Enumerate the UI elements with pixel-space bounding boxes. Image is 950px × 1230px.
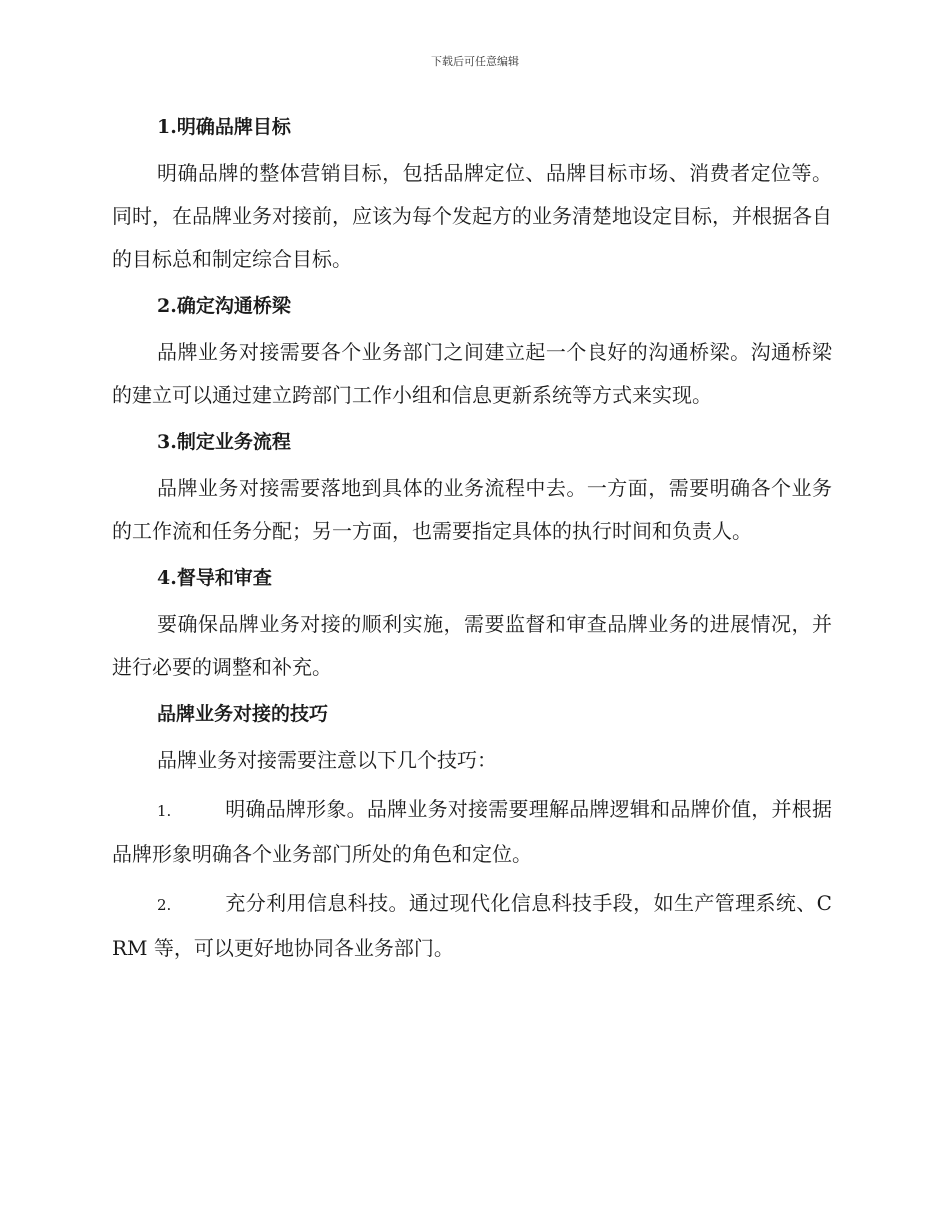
section-heading-3: 3.制定业务流程 [157,431,291,453]
section-heading-4: 4.督导和审查 [157,567,272,589]
list-item [112,788,832,876]
page-header: 下载后可任意编辑 [431,55,519,68]
list-item-number: 1. [157,802,172,820]
list-item [112,882,832,970]
section-heading-1: 1.明确品牌目标 [157,116,291,138]
section-paragraph-1: 明确品牌的整体营销目标，包括品牌定位、品牌目标市场、消费者定位等。同时，在品牌业务对接前，应该为每个发起方的业务清楚地设定目标，并根据各自的目标总和制定综合目标。 [112,161,832,271]
section-paragraph-3: 品牌业务对接需要落地到具体的业务流程中去。一方面，需要明确各个业务的工作流和任务分配；另一方面，也需要指定具体的执行时间和负责人。 [112,476,832,543]
list-item-number: 2. [157,896,172,914]
list-item-text: 明确品牌形象。品牌业务对接需要理解品牌逻辑和品牌价值，并根据品牌形象明确各个业务部门所处的角色和定位。 [112,797,832,866]
section-paragraph-4: 要确保品牌业务对接的顺利实施，需要监督和审查品牌业务的进展情况，并进行必要的调整和补充。 [112,612,832,679]
tips-heading: 品牌业务对接的技巧 [157,703,329,725]
document-body [112,108,832,976]
section-paragraph-2: 品牌业务对接需要各个业务部门之间建立起一个良好的沟通桥梁。沟通桥梁的建立可以通过建立跨部门工作小组和信息更新系统等方式来实现。 [112,340,832,407]
section-heading-2: 2.确定沟通桥梁 [157,295,291,317]
list-item-text: 充分利用信息科技。通过现代化信息科技手段，如生产管理系统、CRM 等，可以更好地协同各业务部门。 [112,891,832,960]
tips-intro: 品牌业务对接需要注意以下几个技巧： [157,748,497,772]
